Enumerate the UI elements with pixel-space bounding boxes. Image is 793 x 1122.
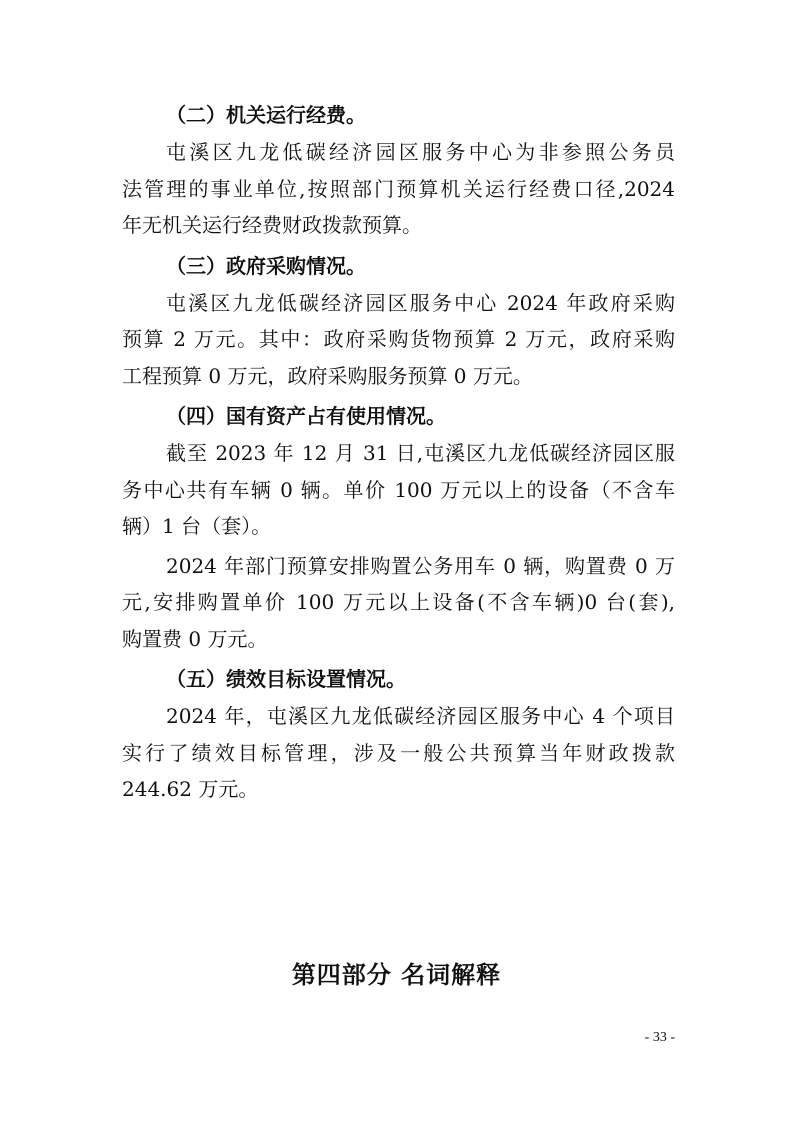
part-title: 第四部分 名词解释 [291,961,502,989]
text-line: 年无机关运行经费财政拨款预算。 [122,213,422,237]
text-line: 工程预算 0 万元，政府采购服务预算 0 万元。 [122,363,533,388]
paragraph-operating-expenses [122,134,675,244]
text-line: 截至 2023 年 12 月 31 日,屯溪区九龙低碳经济园区服 [166,441,675,465]
paragraph-state-assets-purchase [122,548,675,658]
text-line: 2024 年部门预算安排购置公务用车 0 辆，购置费 0 万 [166,553,675,578]
document-body [122,96,675,808]
section-heading-state-assets: （四）国有资产占有使用情况。 [166,404,446,428]
text-line: 元,安排购置单价 100 万元以上设备(不含车辆)0 台(套), [122,590,675,614]
text-line: 实行了绩效目标管理，涉及一般公共预算当年财政拨款 [122,740,675,765]
text-line: 法管理的事业单位,按照部门预算机关运行经费口径,2024 [122,176,675,201]
text-line: 预算 2 万元。其中：政府采购货物预算 2 万元，政府采购 [122,327,675,351]
text-line: 购置费 0 万元。 [122,626,268,651]
text-line: 244.62 万元。 [122,777,259,801]
section-heading-performance-targets: （五）绩效目标设置情况。 [166,667,406,691]
text-line: 2024 年，屯溪区九龙低碳经济园区服务中心 4 个项目 [166,704,675,728]
text-line: 屯溪区九龙低碳经济园区服务中心为非参照公务员 [166,140,675,164]
paragraph-state-assets-vehicles [122,435,675,545]
paragraph-government-procurement [122,285,675,395]
section-heading-government-procurement: （三）政府采购情况。 [166,253,366,278]
section-heading-operating-expenses: （二）机关运行经费。 [166,103,366,127]
page-number: - 33 - [644,1030,675,1045]
paragraph-performance-targets [122,698,675,808]
text-line: 屯溪区九龙低碳经济园区服务中心 2024 年政府采购 [166,290,675,315]
text-line: 辆）1 台（套）。 [122,514,272,538]
text-line: 务中心共有车辆 0 辆。单价 100 万元以上的设备（不含车 [122,477,675,502]
